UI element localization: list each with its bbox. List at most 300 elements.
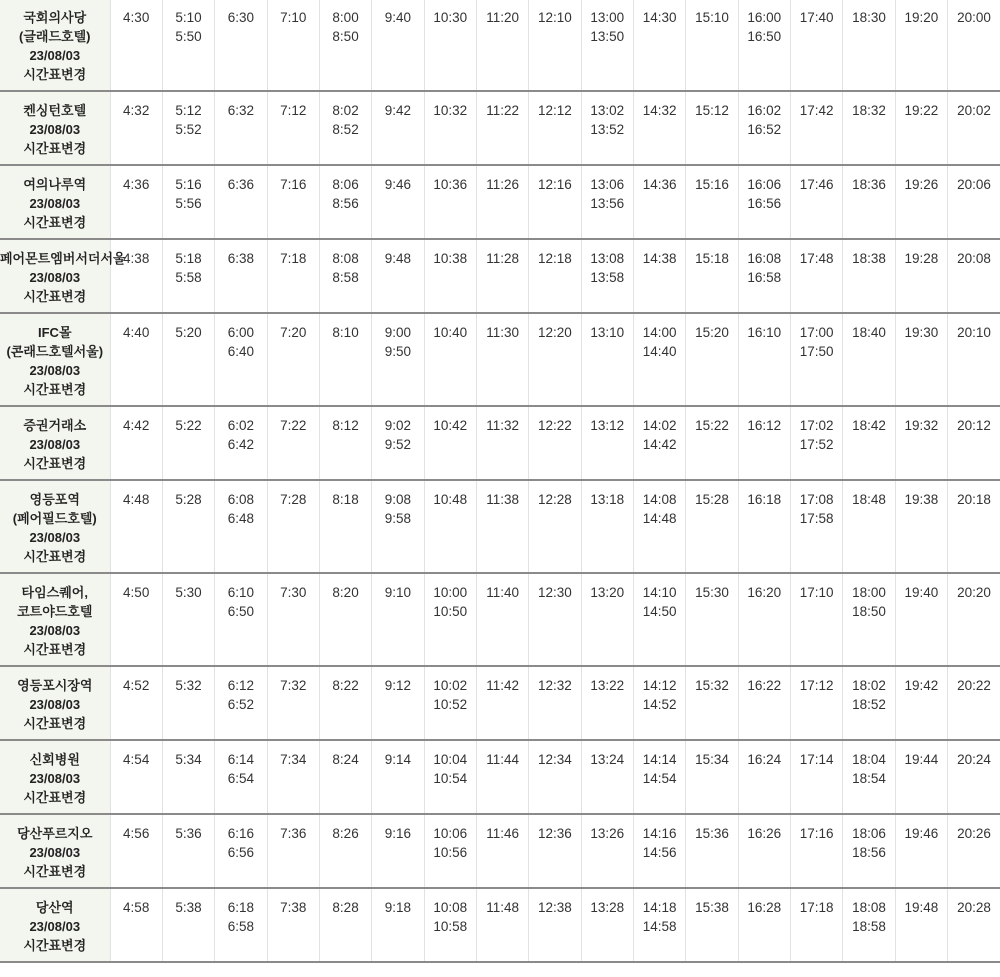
departure-time: 12:32 (538, 678, 572, 693)
departure-time: 8:26 (332, 826, 359, 841)
departure-time: 13:02 (590, 103, 625, 118)
departure-time: 6:12 (227, 678, 255, 693)
departure-time-cell (581, 666, 633, 740)
departure-time: 15:18 (695, 251, 729, 266)
departure-time-cell (162, 0, 214, 91)
departure-time: 8:56 (332, 196, 359, 211)
departure-time: 19:26 (904, 177, 939, 192)
departure-time-cell (948, 814, 1000, 888)
stop-label-line: 시간표변경 (23, 549, 87, 564)
departure-time-cell (424, 888, 476, 962)
departure-time: 17:10 (799, 585, 834, 600)
departure-time: 13:50 (590, 29, 625, 44)
departure-time-cell (110, 740, 162, 814)
departure-time: 16:18 (747, 492, 782, 507)
departure-time-cell (948, 313, 1000, 406)
departure-time: 15:28 (695, 492, 729, 507)
departure-time-cell (215, 888, 267, 962)
departure-time-cell (895, 239, 947, 313)
departure-time: 14:10 (642, 585, 677, 600)
departure-time-cell (843, 91, 895, 165)
departure-time-cell (110, 406, 162, 480)
departure-time-cell (633, 573, 685, 666)
departure-time: 16:50 (747, 29, 782, 44)
departure-time: 7:12 (280, 103, 307, 118)
departure-time: 18:38 (852, 251, 886, 266)
departure-time: 8:22 (332, 678, 359, 693)
departure-time: 9:50 (384, 344, 412, 359)
departure-time-cell (319, 313, 371, 406)
departure-time-cell (529, 740, 581, 814)
departure-time: 19:48 (904, 900, 939, 915)
departure-time-cell (895, 814, 947, 888)
departure-time: 20:24 (957, 752, 991, 767)
stop-label-line: 시간표변경 (23, 938, 87, 953)
stop-label-line: 여의나루역 (23, 177, 87, 192)
departure-time: 9:42 (384, 103, 412, 118)
departure-time-cell (529, 888, 581, 962)
departure-time-cell (948, 666, 1000, 740)
departure-time-cell (581, 740, 633, 814)
departure-time: 6:42 (227, 437, 255, 452)
stop-label-line: 23/08/03 (29, 363, 81, 378)
departure-time-cell (738, 91, 790, 165)
departure-time: 18:56 (852, 845, 886, 860)
stop-row (0, 165, 1000, 239)
departure-time: 7:34 (280, 752, 307, 767)
departure-time: 15:22 (695, 418, 729, 433)
departure-time: 5:16 (175, 177, 202, 192)
departure-time: 4:48 (123, 492, 150, 507)
departure-time: 14:12 (642, 678, 677, 693)
departure-time: 19:32 (904, 418, 939, 433)
departure-time: 17:48 (799, 251, 834, 266)
departure-time: 14:40 (642, 344, 677, 359)
departure-time: 7:28 (280, 492, 307, 507)
departure-time-cell (895, 91, 947, 165)
departure-time-cell (843, 0, 895, 91)
departure-time-cell (110, 0, 162, 91)
departure-time-cell (476, 480, 528, 573)
departure-time: 6:58 (227, 919, 255, 934)
departure-time-cell (267, 666, 319, 740)
departure-time-cell (738, 666, 790, 740)
departure-time: 6:10 (227, 585, 255, 600)
departure-time: 9:12 (384, 678, 412, 693)
stop-row (0, 239, 1000, 313)
stop-label-line: 시간표변경 (23, 642, 87, 657)
stop-label-line: 23/08/03 (29, 48, 81, 63)
departure-time: 14:30 (642, 10, 677, 25)
departure-time-cell (110, 814, 162, 888)
departure-time: 15:32 (695, 678, 729, 693)
departure-time: 19:20 (904, 10, 939, 25)
departure-time-cell (319, 480, 371, 573)
stop-label-line: 23/08/03 (29, 196, 81, 211)
departure-time: 11:30 (486, 325, 519, 340)
departure-time-cell (267, 814, 319, 888)
departure-time: 7:32 (280, 678, 307, 693)
departure-time-cell (633, 666, 685, 740)
departure-time: 20:26 (957, 826, 991, 841)
departure-time-cell (424, 573, 476, 666)
departure-time: 11:48 (486, 900, 519, 915)
stop-label-line: 23/08/03 (29, 122, 81, 137)
departure-time-cell (215, 313, 267, 406)
departure-time-cell (686, 814, 738, 888)
stop-label-line: 시간표변경 (23, 67, 87, 82)
departure-time: 16:06 (747, 177, 782, 192)
departure-time-cell (215, 406, 267, 480)
departure-time: 12:12 (538, 103, 572, 118)
departure-time: 16:52 (747, 122, 782, 137)
departure-time: 8:00 (332, 10, 359, 25)
departure-time: 11:28 (486, 251, 519, 266)
departure-time-cell (948, 0, 1000, 91)
departure-time: 15:10 (695, 10, 729, 25)
departure-time-cell (267, 239, 319, 313)
departure-time: 14:08 (642, 492, 677, 507)
departure-time: 5:50 (175, 29, 202, 44)
departure-time: 14:56 (642, 845, 677, 860)
departure-time-cell (948, 480, 1000, 573)
departure-time: 12:28 (538, 492, 572, 507)
departure-time: 9:48 (384, 251, 412, 266)
departure-time: 4:32 (123, 103, 150, 118)
departure-time: 10:58 (433, 919, 468, 934)
departure-time: 10:54 (433, 771, 468, 786)
departure-time-cell (424, 740, 476, 814)
departure-time: 6:00 (227, 325, 255, 340)
departure-time: 18:00 (852, 585, 886, 600)
departure-time: 8:24 (332, 752, 359, 767)
stop-label-line: 23/08/03 (29, 845, 81, 860)
departure-time: 8:20 (332, 585, 359, 600)
departure-time-cell (843, 666, 895, 740)
stop-label-line: (콘래드호텔서울) (6, 344, 104, 359)
departure-time-cell (633, 239, 685, 313)
departure-time-cell (843, 573, 895, 666)
departure-time-cell (529, 239, 581, 313)
departure-time-cell (843, 165, 895, 239)
departure-time-cell (738, 888, 790, 962)
departure-time: 11:32 (486, 418, 519, 433)
departure-time-cell (319, 0, 371, 91)
departure-time-cell (215, 165, 267, 239)
departure-time: 18:04 (852, 752, 886, 767)
departure-time: 5:18 (175, 251, 202, 266)
departure-time: 18:52 (852, 697, 886, 712)
departure-time: 16:56 (747, 196, 782, 211)
departure-time-cell (633, 814, 685, 888)
departure-time: 7:20 (280, 325, 307, 340)
departure-time-cell (686, 313, 738, 406)
departure-time: 14:58 (642, 919, 677, 934)
departure-time: 16:00 (747, 10, 782, 25)
departure-time-cell (581, 165, 633, 239)
stop-label-line: (글래드호텔) (19, 29, 91, 44)
departure-time-cell (633, 740, 685, 814)
departure-time-cell (633, 888, 685, 962)
departure-time: 15:12 (695, 103, 729, 118)
departure-time: 20:20 (957, 585, 991, 600)
departure-time: 12:22 (538, 418, 572, 433)
departure-time-cell (738, 239, 790, 313)
departure-time: 5:30 (175, 585, 202, 600)
departure-time-cell (529, 573, 581, 666)
departure-time-cell (215, 91, 267, 165)
departure-time: 6:50 (227, 604, 255, 619)
departure-time: 11:20 (486, 10, 519, 25)
departure-time-cell (267, 91, 319, 165)
departure-time: 13:24 (590, 752, 625, 767)
departure-time: 19:44 (904, 752, 939, 767)
stop-name-cell (0, 165, 110, 239)
stop-label-line: (페어필드호텔) (12, 511, 97, 526)
departure-time-cell (529, 666, 581, 740)
departure-time-cell (319, 406, 371, 480)
departure-time: 11:26 (486, 177, 519, 192)
departure-time: 14:54 (642, 771, 677, 786)
stop-row (0, 666, 1000, 740)
departure-time-cell (267, 888, 319, 962)
departure-time-cell (738, 406, 790, 480)
departure-time: 19:38 (904, 492, 939, 507)
departure-time-cell (529, 406, 581, 480)
departure-time: 9:10 (384, 585, 412, 600)
departure-time-cell (948, 740, 1000, 814)
departure-time: 18:08 (852, 900, 886, 915)
departure-time-cell (790, 0, 842, 91)
departure-time-cell (424, 480, 476, 573)
departure-time: 4:58 (123, 900, 150, 915)
stop-label-line: 시간표변경 (23, 456, 87, 471)
departure-time: 12:38 (538, 900, 572, 915)
departure-time: 5:32 (175, 678, 202, 693)
departure-time: 13:08 (590, 251, 625, 266)
departure-time: 4:56 (123, 826, 150, 841)
departure-time: 9:16 (384, 826, 412, 841)
departure-time-cell (267, 406, 319, 480)
departure-time-cell (162, 888, 214, 962)
departure-time: 6:48 (227, 511, 255, 526)
departure-time-cell (738, 0, 790, 91)
departure-time-cell (843, 239, 895, 313)
departure-time-cell (372, 239, 424, 313)
departure-time-cell (372, 91, 424, 165)
stop-name-cell (0, 814, 110, 888)
departure-time-cell (215, 740, 267, 814)
departure-time-cell (319, 888, 371, 962)
departure-time: 18:06 (852, 826, 886, 841)
departure-time-cell (215, 573, 267, 666)
departure-time-cell (162, 165, 214, 239)
departure-time: 17:52 (799, 437, 834, 452)
departure-time-cell (476, 0, 528, 91)
departure-time-cell (162, 814, 214, 888)
departure-time: 12:30 (538, 585, 572, 600)
departure-time-cell (895, 740, 947, 814)
departure-time: 17:12 (799, 678, 834, 693)
stop-label-line: 타임스퀘어, (21, 585, 88, 600)
departure-time: 8:58 (332, 270, 359, 285)
departure-time: 6:02 (227, 418, 255, 433)
stop-label-line: 켄싱턴호텔 (23, 103, 87, 118)
departure-time: 13:52 (590, 122, 625, 137)
departure-time: 19:40 (904, 585, 939, 600)
departure-time: 9:00 (384, 325, 412, 340)
departure-time: 17:14 (799, 752, 834, 767)
stop-label-line: 시간표변경 (23, 215, 87, 230)
departure-time: 16:58 (747, 270, 782, 285)
departure-time: 18:36 (852, 177, 886, 192)
departure-time-cell (372, 313, 424, 406)
departure-time: 6:56 (227, 845, 255, 860)
departure-time: 20:12 (957, 418, 991, 433)
departure-time: 17:58 (799, 511, 834, 526)
departure-time-cell (267, 480, 319, 573)
departure-time: 7:18 (280, 251, 307, 266)
departure-time-cell (790, 888, 842, 962)
stop-row (0, 740, 1000, 814)
stop-label-line: 페어몬트엠버서더서울 (0, 251, 126, 266)
departure-time: 15:16 (695, 177, 729, 192)
departure-time: 9:02 (384, 418, 412, 433)
departure-time: 15:36 (695, 826, 729, 841)
stop-name-cell (0, 91, 110, 165)
departure-time: 7:10 (280, 10, 307, 25)
departure-time: 10:32 (433, 103, 468, 118)
departure-time: 13:20 (590, 585, 625, 600)
departure-time: 11:40 (486, 585, 519, 600)
departure-time: 4:42 (123, 418, 150, 433)
departure-time: 10:50 (433, 604, 468, 619)
departure-time: 17:18 (799, 900, 834, 915)
stop-row (0, 0, 1000, 91)
departure-time: 13:22 (590, 678, 625, 693)
departure-time: 10:00 (433, 585, 468, 600)
departure-time: 13:26 (590, 826, 625, 841)
departure-time: 6:32 (227, 103, 255, 118)
departure-time-cell (162, 91, 214, 165)
departure-time: 5:38 (175, 900, 202, 915)
departure-time: 7:38 (280, 900, 307, 915)
departure-time-cell (843, 814, 895, 888)
departure-time-cell (581, 480, 633, 573)
departure-time-cell (633, 406, 685, 480)
departure-time-cell (110, 666, 162, 740)
departure-time: 16:28 (747, 900, 782, 915)
departure-time: 10:52 (433, 697, 468, 712)
stop-label-line: 23/08/03 (29, 530, 81, 545)
departure-time: 18:58 (852, 919, 886, 934)
departure-time-cell (424, 313, 476, 406)
departure-time-cell (686, 480, 738, 573)
departure-time: 6:52 (227, 697, 255, 712)
departure-time-cell (476, 165, 528, 239)
departure-time-cell (790, 666, 842, 740)
departure-time: 16:20 (747, 585, 782, 600)
departure-time: 6:14 (227, 752, 255, 767)
departure-time-cell (895, 888, 947, 962)
departure-time: 10:04 (433, 752, 468, 767)
departure-time-cell (895, 406, 947, 480)
departure-time-cell (476, 313, 528, 406)
departure-time: 17:00 (799, 325, 834, 340)
departure-time: 4:52 (123, 678, 150, 693)
departure-time: 14:00 (642, 325, 677, 340)
departure-time: 11:38 (486, 492, 519, 507)
stop-row (0, 480, 1000, 573)
departure-time: 14:52 (642, 697, 677, 712)
departure-time: 7:22 (280, 418, 307, 433)
departure-time: 16:22 (747, 678, 782, 693)
departure-time: 6:40 (227, 344, 255, 359)
stop-row (0, 406, 1000, 480)
departure-time-cell (633, 91, 685, 165)
departure-time-cell (686, 0, 738, 91)
departure-time: 18:32 (852, 103, 886, 118)
departure-time: 16:08 (747, 251, 782, 266)
departure-time-cell (581, 0, 633, 91)
departure-time: 18:54 (852, 771, 886, 786)
departure-time-cell (424, 666, 476, 740)
departure-time: 15:38 (695, 900, 729, 915)
departure-time-cell (162, 480, 214, 573)
departure-time-cell (476, 91, 528, 165)
departure-time: 17:42 (799, 103, 834, 118)
departure-time-cell (581, 573, 633, 666)
stop-label-line: 당산역 (35, 900, 74, 915)
stop-label-line: IFC몰 (38, 325, 72, 340)
departure-time: 16:12 (747, 418, 782, 433)
departure-time: 6:08 (227, 492, 255, 507)
departure-time-cell (738, 313, 790, 406)
departure-time-cell (581, 239, 633, 313)
departure-time: 14:18 (642, 900, 677, 915)
departure-time-cell (529, 165, 581, 239)
departure-time-cell (476, 573, 528, 666)
stop-label-line: 코트야드호텔 (17, 604, 93, 619)
departure-time: 5:22 (175, 418, 202, 433)
departure-time-cell (267, 165, 319, 239)
departure-time-cell (895, 0, 947, 91)
stop-label-line: 23/08/03 (29, 771, 81, 786)
departure-time: 12:18 (538, 251, 572, 266)
departure-time: 5:20 (175, 325, 202, 340)
stop-label-line: 시간표변경 (23, 141, 87, 156)
departure-time-cell (110, 480, 162, 573)
departure-time-cell (895, 666, 947, 740)
departure-time: 20:00 (957, 10, 991, 25)
departure-time: 19:46 (904, 826, 939, 841)
stop-label-line: 시간표변경 (23, 790, 87, 805)
departure-time: 12:20 (538, 325, 572, 340)
departure-time: 20:22 (957, 678, 991, 693)
departure-time-cell (372, 888, 424, 962)
departure-time: 4:38 (123, 251, 150, 266)
departure-time-cell (686, 165, 738, 239)
departure-time-cell (372, 814, 424, 888)
departure-time-cell (738, 165, 790, 239)
stop-name-cell (0, 480, 110, 573)
departure-time: 20:10 (957, 325, 991, 340)
departure-time-cell (267, 313, 319, 406)
departure-time: 20:08 (957, 251, 991, 266)
departure-time-cell (424, 239, 476, 313)
departure-time: 14:48 (642, 511, 677, 526)
departure-time: 13:18 (590, 492, 625, 507)
